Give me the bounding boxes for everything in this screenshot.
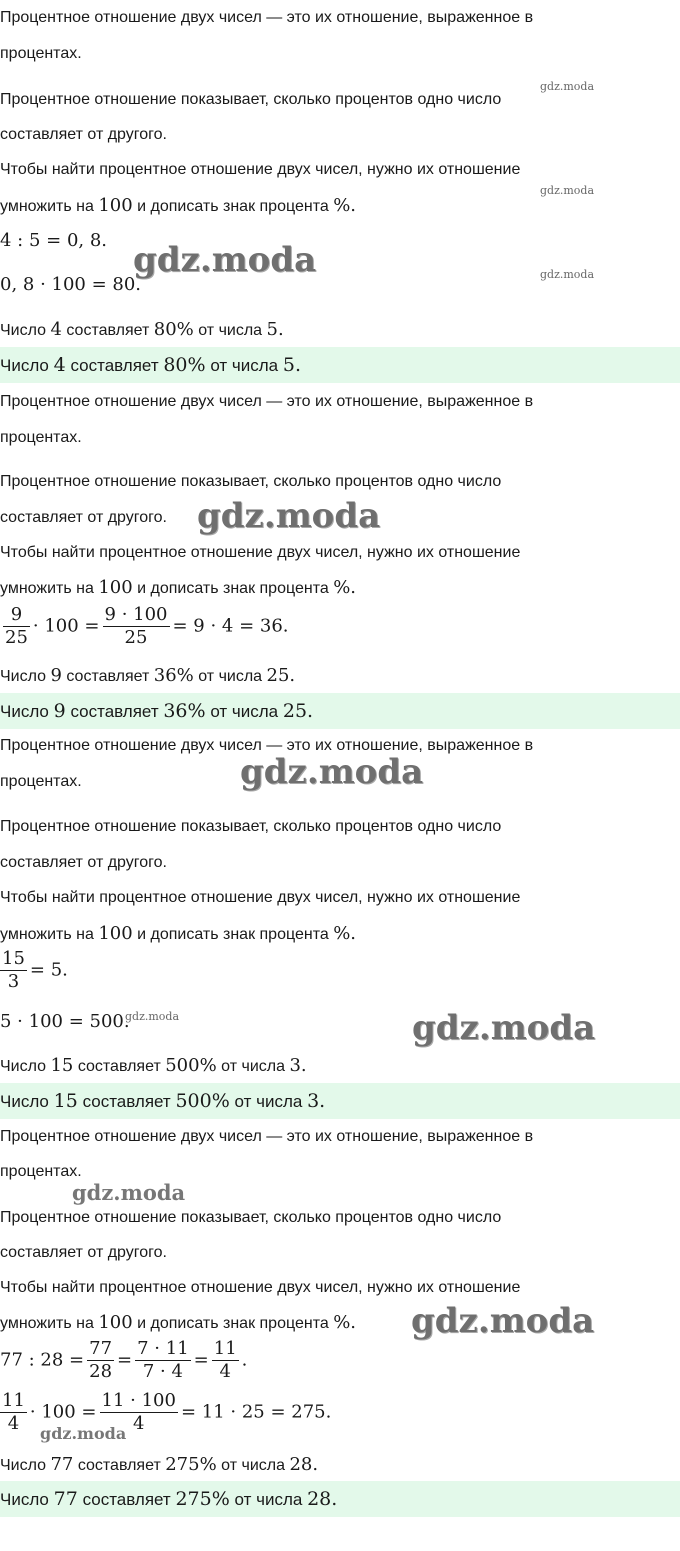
answer-line: Число 77 составляет 275% от числа 28. — [0, 1454, 319, 1475]
definition-line-2: процентах. — [0, 1163, 82, 1180]
definition-line-1: Процентное отношение двух чисел — это их отношение, выраженное в — [0, 393, 534, 410]
watermark: gdz.moda — [411, 1301, 595, 1341]
fraction: $\frac{77}{28}$ — [89, 1338, 113, 1382]
watermark: gdz.moda — [133, 240, 317, 280]
meaning-line-2: составляет от другого. — [0, 509, 167, 526]
answer-highlight-text: Число 4 составляет 80% от числа 5. — [0, 354, 302, 376]
definition-line-2: процентах. — [0, 45, 82, 62]
meaning-line-2: составляет от другого. — [0, 126, 167, 143]
watermark: gdz.moda — [197, 496, 381, 536]
rule-line-1: Чтобы найти процентное отношение двух чисел, нужно их отношение — [0, 1279, 521, 1296]
definition-line-2: процентах. — [0, 773, 82, 790]
answer-highlight — [0, 693, 680, 729]
fraction: $\frac{9}{25}$ — [5, 604, 28, 648]
watermark: gdz.moda — [540, 184, 595, 197]
meaning-line-1: Процентное отношение показывает, сколько процентов одно число — [0, 473, 502, 490]
rule-line-2: умножить на 100 и дописать знак процента %. — [0, 577, 357, 598]
watermark: gdz.moda — [540, 268, 595, 281]
meaning-line-1: Процентное отношение показывает, сколько процентов одно число — [0, 91, 502, 108]
watermark: gdz.moda — [240, 752, 424, 792]
rule-line-2: умножить на 100 и дописать знак процента %. — [0, 1312, 357, 1333]
rule-line-1: Чтобы найти процентное отношение двух чисел, нужно их отношение — [0, 889, 521, 906]
computation-product: 0, 8 · 100 = 80. — [0, 274, 142, 295]
answer-line: Число 15 составляет 500% от числа 3. — [0, 1055, 307, 1076]
answer-highlight — [0, 1481, 680, 1517]
watermark: gdz.moda — [125, 1010, 180, 1023]
fraction: $\frac{11}{4}$ — [2, 1390, 25, 1434]
rule-line-2: умножить на 100 и дописать знак процента %. — [0, 195, 357, 216]
meaning-line-2: составляет от другого. — [0, 854, 167, 871]
definition-line-1: Процентное отношение двух чисел — это их отношение, выраженное в — [0, 737, 534, 754]
fraction: $\frac{11}{4}$ — [213, 1338, 237, 1382]
answer-highlight — [0, 1083, 680, 1119]
meaning-line-1: Процентное отношение показывает, сколько процентов одно число — [0, 1209, 502, 1226]
definition-line-1: Процентное отношение двух чисел — это их отношение, выраженное в — [0, 9, 534, 26]
computation-fraction: $\frac{15}{3}$ = 5. — [2, 948, 68, 992]
rule-line-2: умножить на 100 и дописать знак процента %. — [0, 923, 357, 944]
answer-line: Число 9 составляет 36% от числа 25. — [0, 665, 296, 686]
meaning-line-2: составляет от другого. — [0, 1244, 167, 1261]
fraction: $\frac{15}{3}$ — [2, 948, 25, 992]
rule-line-1: Чтобы найти процентное отношение двух чисел, нужно их отношение — [0, 544, 521, 561]
watermark: gdz.moda — [412, 1008, 596, 1048]
fraction: $\frac{9 \cdot 100}{25}$ — [104, 604, 168, 648]
watermark: gdz.moda — [540, 80, 595, 93]
answer-highlight-text: Число 9 составляет 36% от числа 25. — [0, 700, 314, 722]
watermark: gdz.moda — [72, 1180, 186, 1205]
answer-highlight — [0, 347, 680, 383]
meaning-line-1: Процентное отношение показывает, сколько процентов одно число — [0, 818, 502, 835]
fraction: $\frac{11 \cdot 100}{4}$ — [101, 1390, 176, 1434]
rule-line-1: Чтобы найти процентное отношение двух чисел, нужно их отношение — [0, 161, 521, 178]
answer-line: Число 4 составляет 80% от числа 5. — [0, 319, 284, 340]
definition-line-1: Процентное отношение двух чисел — это их отношение, выраженное в — [0, 1128, 534, 1145]
fraction: $\frac{7 \cdot 11}{7 \cdot 4}$ — [137, 1338, 189, 1382]
computation-fraction: $\frac{11}{4}$ · 100 = $\frac{11 \cdot 100}{4}$ = 11 · 25 = 275. — [2, 1390, 332, 1434]
definition-line-2: процентах. — [0, 429, 82, 446]
watermark: gdz.moda — [40, 1424, 127, 1443]
computation-ratio: 4 : 5 = 0, 8. — [0, 230, 108, 251]
computation-ratio: 77 : 28 = $\frac{77}{28}$ = $\frac{7 \cdot 11}{7 \cdot 4}$ = $\frac{11}{4}$ . — [0, 1338, 248, 1382]
answer-highlight-text: Число 77 составляет 275% от числа 28. — [0, 1488, 338, 1510]
computation-fraction: $\frac{9}{25}$ · 100 = $\frac{9 \cdot 100}{25}$ = 9 · 4 = 36. — [5, 604, 289, 648]
answer-highlight-text: Число 15 составляет 500% от числа 3. — [0, 1090, 326, 1112]
computation-product: 5 · 100 = 500. — [0, 1011, 130, 1032]
